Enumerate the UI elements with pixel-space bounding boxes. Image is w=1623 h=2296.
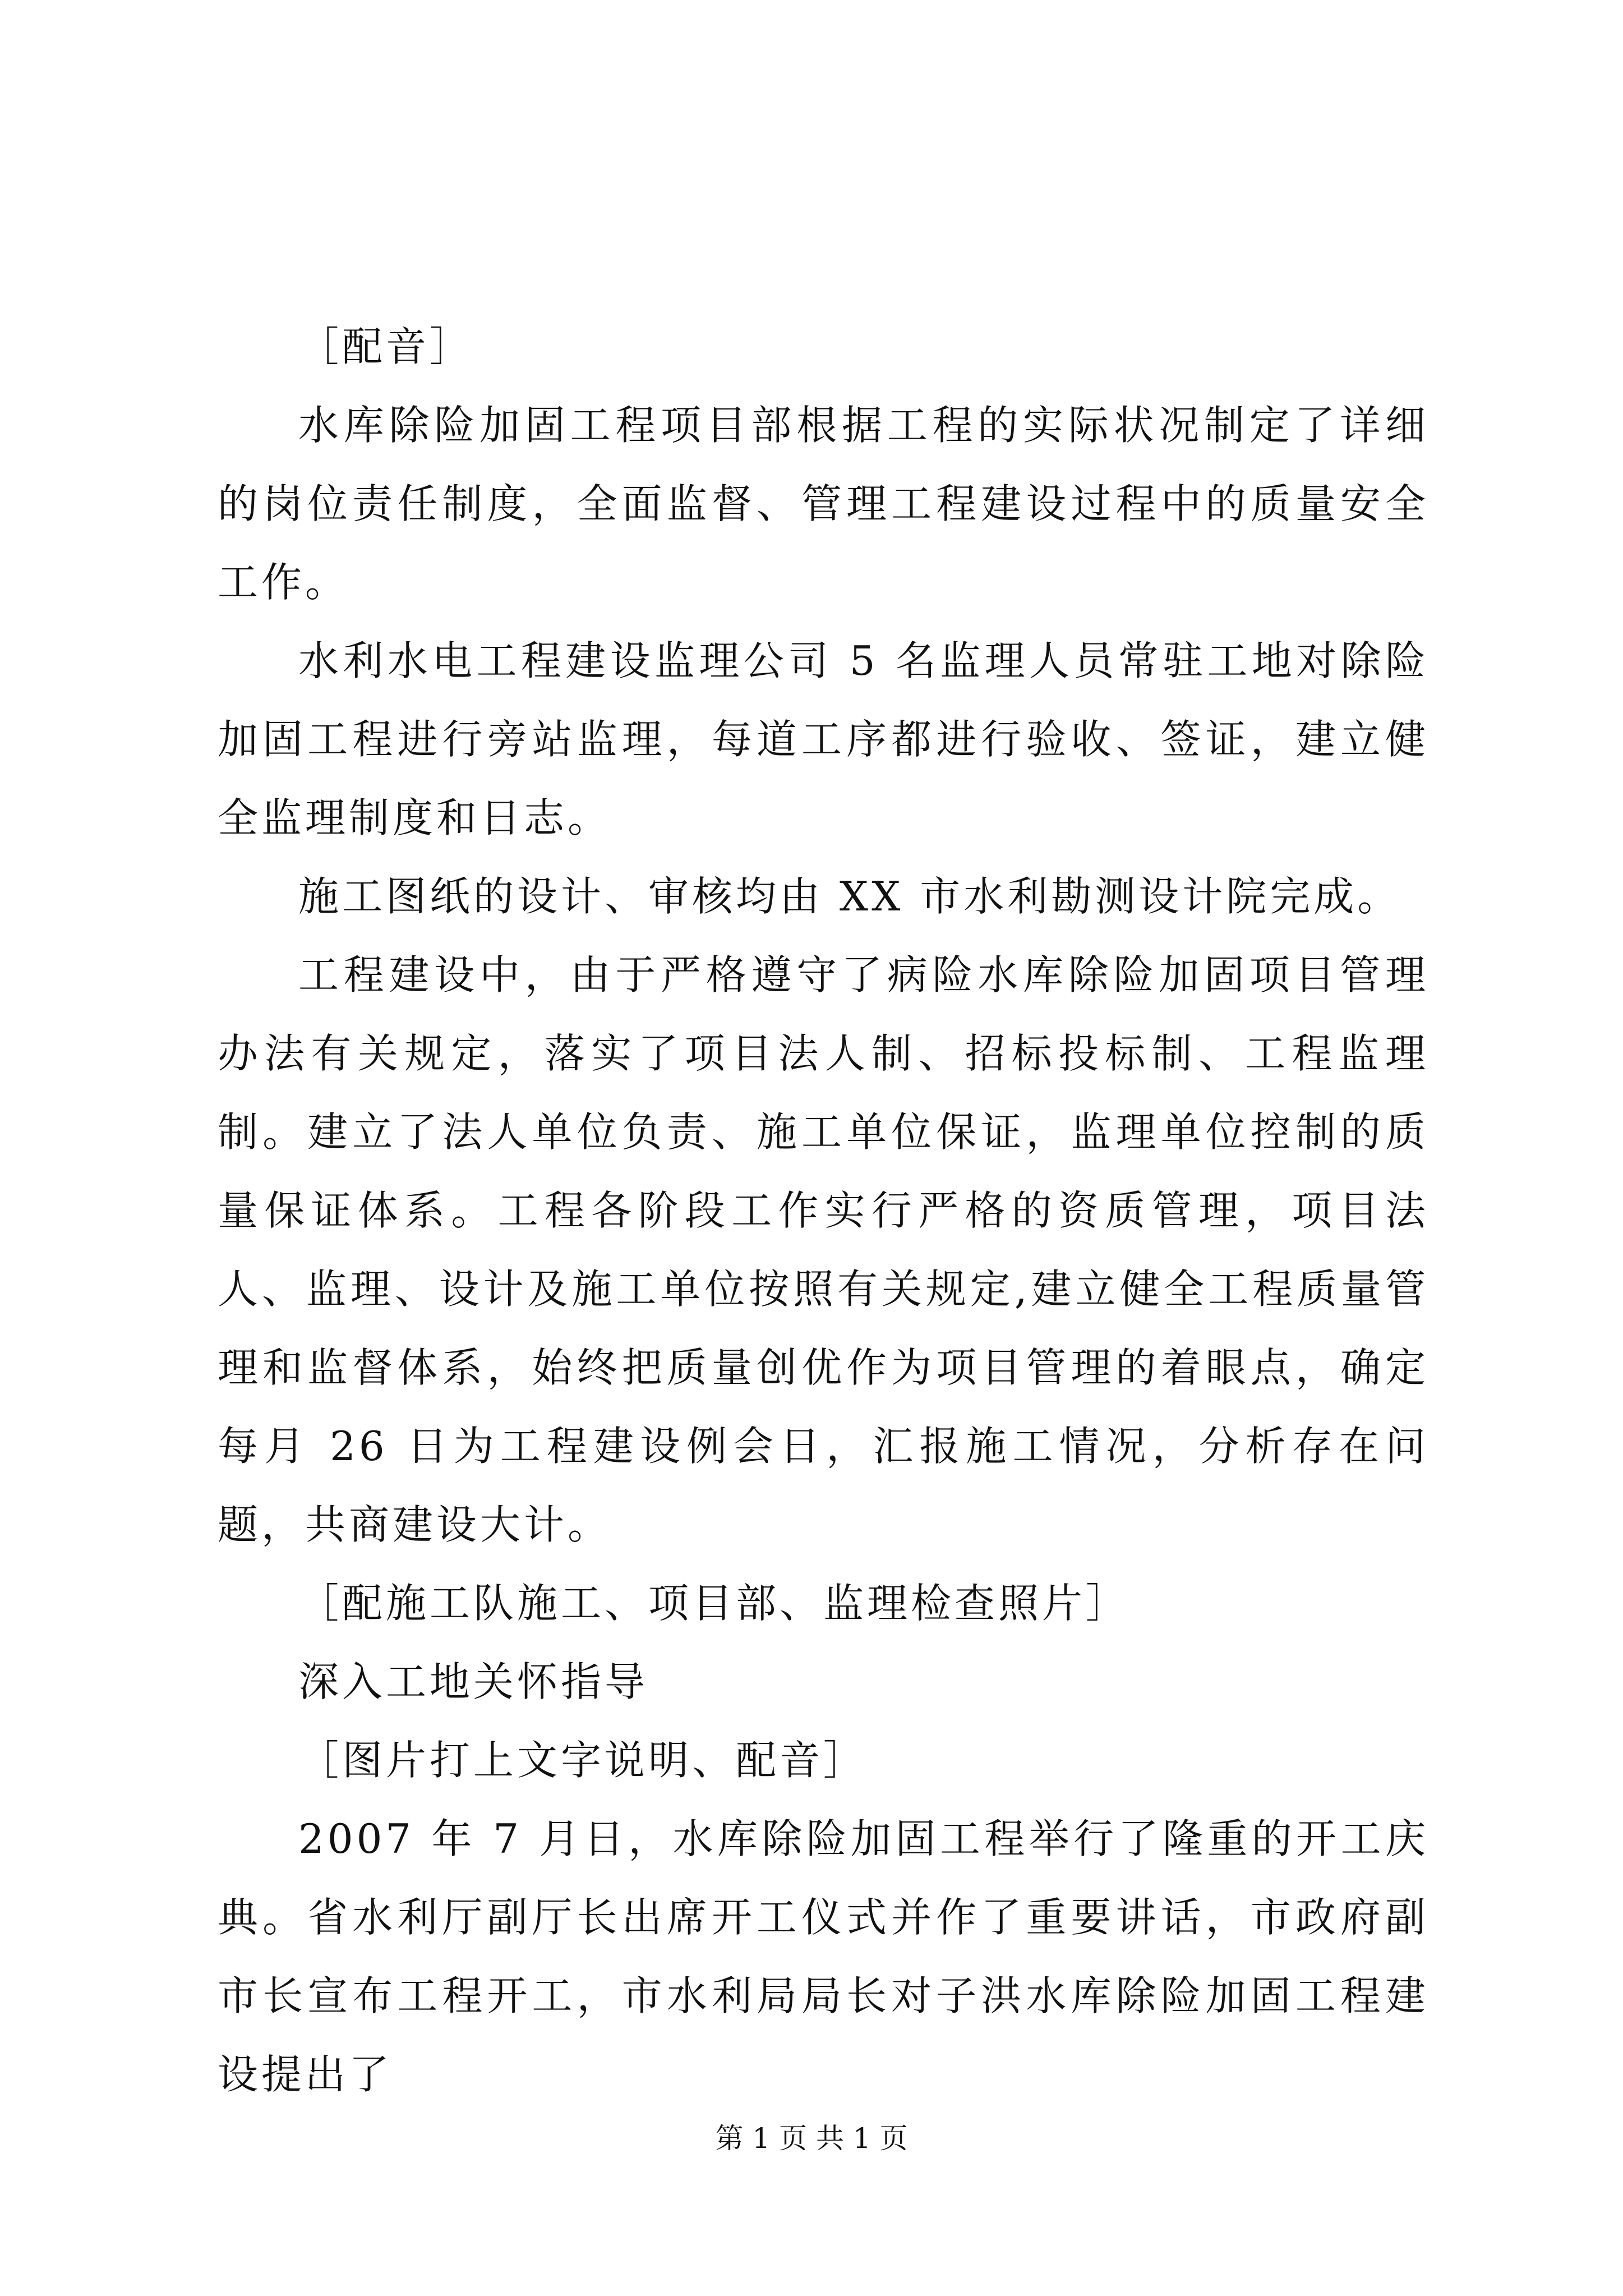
- paragraph-supervision-company: 水利水电工程建设监理公司 5 名监理人员常驻工地对除险加固工程进行旁站监理，每道工序都进行验收、签证，建立健全监理制度和日志。: [218, 637, 1429, 841]
- paragraph-design-institute: 施工图纸的设计、审核均由 XX 市水利勘测设计院完成。: [298, 873, 1401, 920]
- paragraph-construction-management: 工程建设中，由于严格遵守了病险水库除险加固项目管理办法有关规定，落实了项目法人制、招标投标制、工程监理制。建立了法人单位负责、施工单位保证，监理单位控制的质量保证体系。工程各阶段工作实行严格的资质管理，项目法人、监理、设计及施工单位按照有关规定,建立健全工程质量管理和监督体系，始终把质量创优作为项目管理的着眼点，确定每月 26 日为工程建设例会日，汇报施工情况，分析存在问题，共商建设大计。: [218, 951, 1429, 1548]
- paragraph-photo-note: ［配施工队施工、项目部、监理检查照片］: [298, 1580, 1130, 1627]
- paragraph-project-responsibility: 水库除险加固工程项目部根据工程的实际状况制定了详细的岗位责任制度，全面监督、管理工程建设过程中的质量安全工作。: [218, 402, 1429, 606]
- page-footer: 第 1 页 共 1 页: [715, 2122, 908, 2155]
- document-body: [218, 307, 1429, 2114]
- paragraph-dubbing-note: ［配音］: [298, 323, 474, 370]
- paragraph-opening-ceremony: 2007 年 7 月日，水库除险加固工程举行了隆重的开工庆典。省水利厅副厅长出席开工仪式并作了重要讲话，市政府副市长宣布工程开工，市水利局局长对子洪水库除险加固工程建设提出了: [218, 1815, 1429, 2098]
- paragraph-caption-note: ［图片打上文字说明、配音］: [298, 1737, 868, 1784]
- paragraph-section-heading: 深入工地关怀指导: [298, 1658, 649, 1705]
